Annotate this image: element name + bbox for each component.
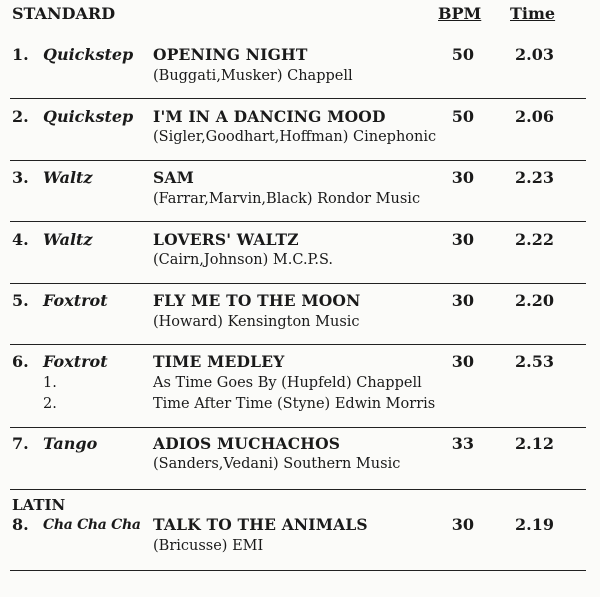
medley-part-number: 1.	[43, 375, 57, 391]
section-latin-heading: LATIN	[12, 496, 66, 514]
medley-part-number: 2.	[43, 396, 57, 412]
track-time: 2.12	[515, 434, 554, 453]
track-bpm: 50	[451, 107, 474, 126]
dance-style: Waltz	[43, 168, 93, 187]
track-bpm: 30	[451, 168, 474, 187]
track-title: TIME MEDLEY	[153, 352, 285, 371]
track-number: 1.	[12, 45, 29, 64]
track-title: LOVERS' WALTZ	[153, 230, 299, 249]
track-time: 2.03	[515, 45, 554, 64]
track-number: 6.	[12, 352, 29, 371]
track-time: 2.20	[515, 291, 554, 310]
medley-part-credit: Time After Time (Styne) Edwin Morris	[153, 396, 436, 412]
track-title: FLY ME TO THE MOON	[153, 291, 361, 310]
track-credit: (Sigler,Goodhart,Hoffman) Cinephonic	[153, 129, 437, 145]
track-credit: (Howard) Kensington Music	[153, 314, 360, 330]
track-number: 5.	[12, 291, 29, 310]
dance-style: Cha Cha Cha	[43, 517, 141, 533]
divider	[10, 160, 586, 161]
track-bpm: 30	[451, 291, 474, 310]
track-bpm: 30	[451, 230, 474, 249]
divider	[10, 283, 586, 284]
dance-style: Tango	[43, 434, 98, 453]
dance-style: Quickstep	[43, 107, 134, 126]
track-credit: (Bricusse) EMI	[153, 538, 264, 554]
track-credit: (Farrar,Marvin,Black) Rondor Music	[153, 191, 421, 207]
bpm-column-header: BPM	[438, 4, 482, 23]
divider	[10, 489, 586, 490]
track-title: TALK TO THE ANIMALS	[153, 515, 368, 534]
track-credit: (Buggati,Musker) Chappell	[153, 68, 353, 84]
track-time: 2.23	[515, 168, 554, 187]
track-number: 7.	[12, 434, 29, 453]
track-time: 2.22	[515, 230, 554, 249]
divider	[10, 98, 586, 99]
dance-style: Quickstep	[43, 45, 134, 64]
dance-style: Waltz	[43, 230, 93, 249]
track-bpm: 30	[451, 515, 474, 534]
divider	[10, 570, 586, 571]
dance-style: Foxtrot	[43, 291, 108, 310]
divider	[10, 427, 586, 428]
track-title: I'M IN A DANCING MOOD	[153, 107, 386, 126]
track-bpm: 50	[451, 45, 474, 64]
track-title: SAM	[153, 168, 194, 187]
divider	[10, 221, 586, 222]
medley-part-credit: As Time Goes By (Hupfeld) Chappell	[153, 375, 422, 391]
track-number: 8.	[12, 515, 29, 534]
track-time: 2.19	[515, 515, 554, 534]
divider	[10, 344, 586, 345]
track-time: 2.53	[515, 352, 554, 371]
track-title: OPENING NIGHT	[153, 45, 308, 64]
track-bpm: 30	[451, 352, 474, 371]
track-number: 2.	[12, 107, 29, 126]
section-standard-heading: STANDARD	[12, 4, 116, 23]
track-number: 3.	[12, 168, 29, 187]
track-time: 2.06	[515, 107, 554, 126]
track-credit: (Cairn,Johnson) M.C.P.S.	[153, 252, 334, 268]
time-column-header: Time	[510, 4, 556, 23]
track-number: 4.	[12, 230, 29, 249]
track-credit: (Sanders,Vedani) Southern Music	[153, 456, 401, 472]
track-title: ADIOS MUCHACHOS	[153, 434, 341, 453]
dance-style: Foxtrot	[43, 352, 108, 371]
track-bpm: 33	[451, 434, 474, 453]
